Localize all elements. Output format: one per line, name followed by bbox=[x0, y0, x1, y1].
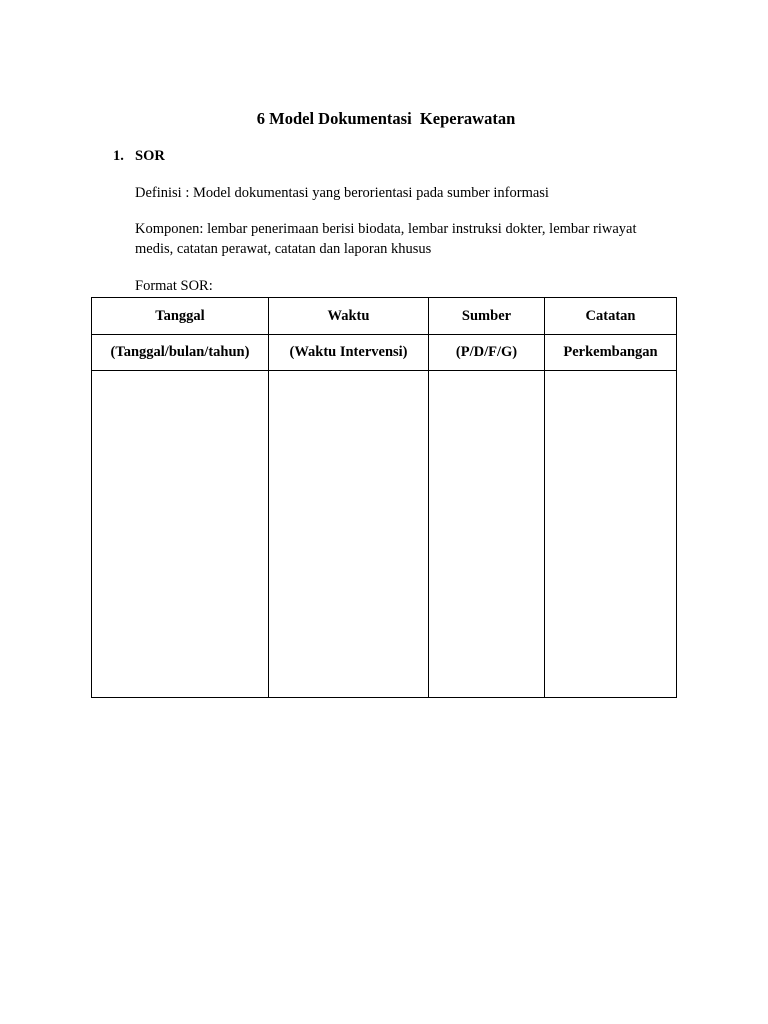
header-sumber: Sumber bbox=[429, 298, 545, 335]
table-cell bbox=[92, 371, 269, 698]
section-number: 1. bbox=[113, 148, 124, 164]
table-row bbox=[92, 371, 677, 698]
document-title: 6 Model Dokumentasi Keperawatan bbox=[256, 109, 516, 128]
header-catatan: Catatan bbox=[545, 298, 677, 335]
definition-paragraph: Definisi : Model dokumentasi yang berorientasi pada sumber informasi bbox=[135, 185, 549, 201]
format-label: Format SOR: bbox=[135, 278, 213, 294]
components-paragraph: Komponen: lembar penerimaan berisi biodata, lembar instruksi dokter, lembar riwayat medis, catatan perawat, catatan dan laporan khusus bbox=[135, 221, 637, 257]
subheader-waktu: (Waktu Intervensi) bbox=[269, 335, 429, 371]
subheader-tanggal: (Tanggal/bulan/tahun) bbox=[92, 335, 269, 371]
table-cell bbox=[545, 371, 677, 698]
table-cell bbox=[269, 371, 429, 698]
header-waktu: Waktu bbox=[269, 298, 429, 335]
section-heading bbox=[113, 148, 165, 165]
header-tanggal: Tanggal bbox=[92, 298, 269, 335]
subheader-sumber: (P/D/F/G) bbox=[429, 335, 545, 371]
subheader-catatan: Perkembangan bbox=[545, 335, 677, 371]
sor-format-table bbox=[91, 297, 677, 698]
section-title: SOR bbox=[135, 148, 165, 164]
table-cell bbox=[429, 371, 545, 698]
table-subheader-row bbox=[92, 335, 677, 371]
table-header-row bbox=[92, 298, 677, 335]
